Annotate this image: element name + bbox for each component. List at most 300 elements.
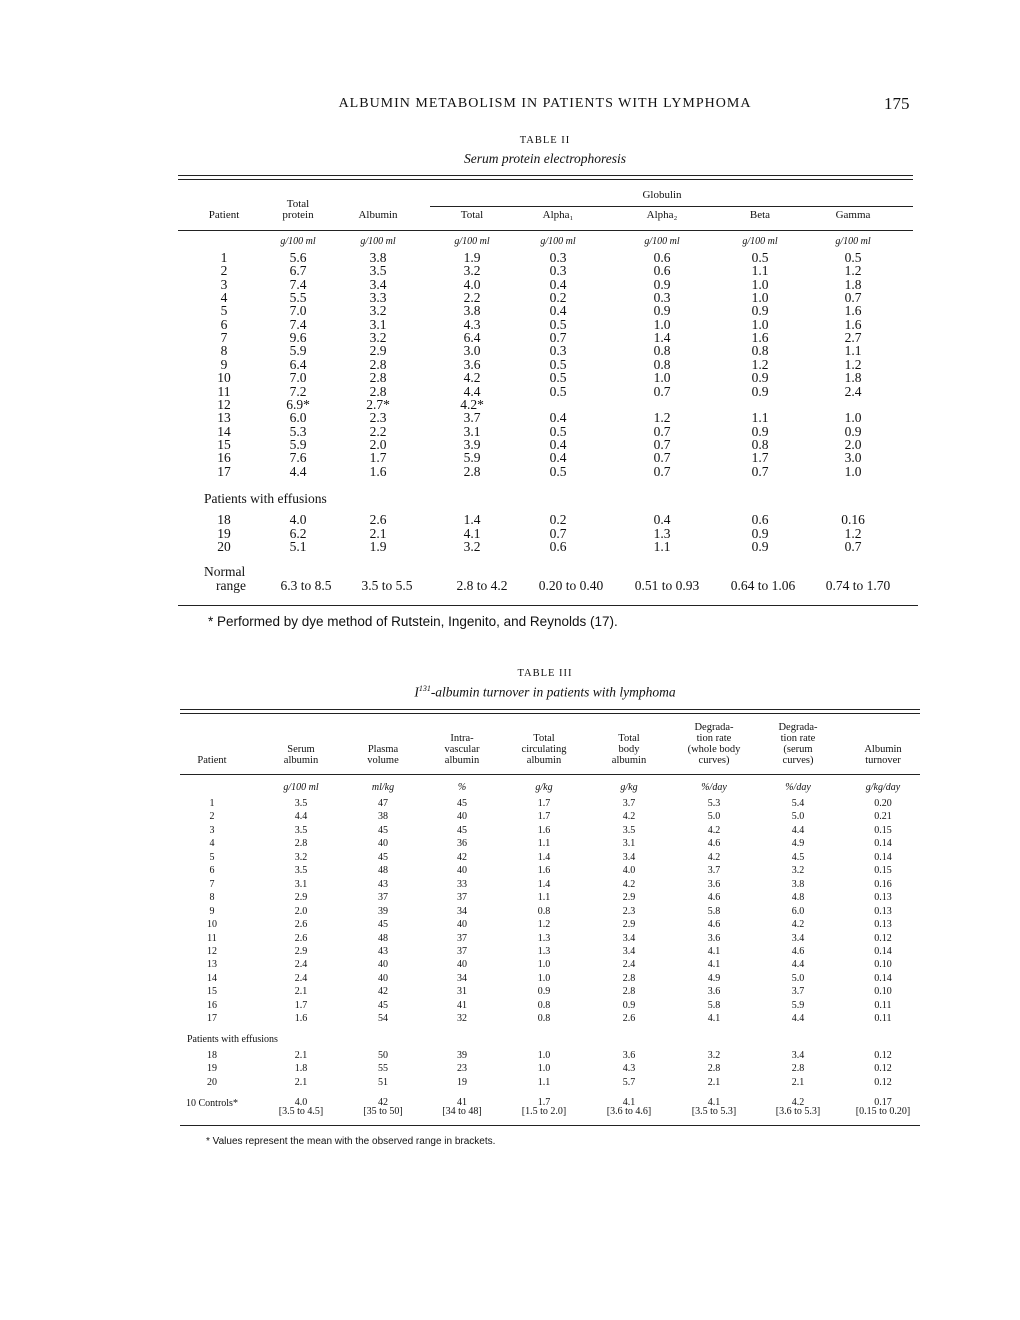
table2-cell: 11 xyxy=(217,383,231,399)
table2-cell: 1.9 xyxy=(463,250,481,265)
table2-effusion-cell: 1.4 xyxy=(463,512,481,527)
table2-effusion-cell: 0.2 xyxy=(549,512,567,527)
table2-cell: 2.7 xyxy=(844,330,862,346)
table2-cell: 4.2 xyxy=(463,370,481,386)
table2-cell: 0.5 xyxy=(549,423,567,439)
table3-cell: 13 xyxy=(207,959,217,971)
table2-cell: 3.5 xyxy=(369,263,387,279)
table2-col-header: Total xyxy=(460,209,484,221)
table2-cell: 7.2 xyxy=(289,383,307,399)
page-number: 175 xyxy=(884,94,910,113)
page-header xyxy=(0,96,1020,118)
table3-cell: 3.6 xyxy=(707,932,721,944)
table3-unit: %/day xyxy=(785,782,811,793)
table2-cell: 0.6 xyxy=(653,263,671,279)
table2-effusion-cell: 0.4 xyxy=(653,512,671,527)
table3-col-header-line: Intra- xyxy=(450,733,474,744)
table2-cell: 0.9 xyxy=(751,370,769,386)
table2-effusion-cell: 3.2 xyxy=(463,539,481,554)
table3-title-superscript: 131 xyxy=(418,684,431,693)
table3-cell: 1.4 xyxy=(537,878,551,890)
table2-cell: 12 xyxy=(217,396,231,412)
table3-cell: 1.1 xyxy=(537,838,551,850)
table3-title-prefix: I xyxy=(414,684,419,700)
table2-cell: 7.6 xyxy=(289,450,307,466)
table3-cell: 4.9 xyxy=(791,838,805,850)
table2-cell: 6.4 xyxy=(289,356,307,372)
table2-col-header: Alpha₂ xyxy=(646,209,678,221)
table3-col-header-line: Degrada- xyxy=(694,722,734,733)
table3-controls-range: [3.6 to 5.3] xyxy=(775,1106,821,1117)
table3-cell: 2.9 xyxy=(294,892,308,904)
table2-cell: 1.2 xyxy=(844,263,862,279)
table3-col-header-line: body xyxy=(618,744,640,755)
table3-col-header-line: Plasma xyxy=(367,744,399,755)
table2-footnote: * Performed by dye method of Rutstein, Ingenito, and Reynolds (17). xyxy=(208,614,618,629)
table3-cell: 3.8 xyxy=(791,878,805,890)
table2-cell: 1.0 xyxy=(653,316,671,332)
table3-cell: 1 xyxy=(209,798,215,809)
table2-cell: 3.0 xyxy=(463,343,481,359)
table3-effusion-cell: 1.0 xyxy=(537,1063,551,1075)
table3-cell: 0.11 xyxy=(874,999,892,1011)
table3-cell: 43 xyxy=(378,945,388,957)
table3-controls-range: [3.6 to 4.6] xyxy=(606,1106,652,1117)
table2-cell: 1.1 xyxy=(751,263,769,279)
table2-cell: 3.6 xyxy=(463,356,481,372)
table2-cell: 1.0 xyxy=(844,410,862,426)
table2-cell: 6.7 xyxy=(289,263,307,279)
table2-cell: 6 xyxy=(220,316,228,332)
table3-col-header-line: volume xyxy=(367,755,399,766)
table2-cell: 1.0 xyxy=(844,463,862,479)
table3-cell: 3.6 xyxy=(707,986,721,998)
table3-cell: 3.6 xyxy=(707,878,721,890)
table2-cell: 2.2 xyxy=(369,423,387,439)
table3-cell: 2.6 xyxy=(294,919,308,931)
table2-cell: 3.4 xyxy=(369,276,387,292)
table3-cell: 4.2 xyxy=(791,919,805,931)
table2-cell: 1 xyxy=(220,250,228,265)
table2-cell: 1.8 xyxy=(844,276,862,292)
table2-cell: 1.6 xyxy=(844,303,862,319)
table3-controls-range: [3.5 to 5.3] xyxy=(691,1106,737,1117)
table3-cell: 5.0 xyxy=(791,972,805,984)
table3-cell: 0.10 xyxy=(874,986,892,998)
table2-cell: 2 xyxy=(220,263,228,279)
table3-effusion-cell: 2.1 xyxy=(294,1076,308,1088)
table2-unit: g/100 ml xyxy=(454,236,490,247)
table3-cell: 0.13 xyxy=(874,919,892,931)
table2-cell: 9 xyxy=(220,356,228,372)
table2-cell: 0.3 xyxy=(549,343,567,359)
table3-cell: 4.4 xyxy=(791,959,805,971)
table3-cell: 32 xyxy=(457,1013,467,1025)
table3-cell: 0.8 xyxy=(537,905,551,917)
table3-cell: 40 xyxy=(378,972,388,984)
table3-cell: 34 xyxy=(457,972,467,984)
table3-col-header-line: turnover xyxy=(865,755,901,766)
table3-col-header-line: albumin xyxy=(611,755,647,766)
table2-effusion-cell: 1.3 xyxy=(653,525,671,541)
table3-unit: g/100 ml xyxy=(283,782,319,793)
table3-cell: 2.6 xyxy=(294,932,308,944)
table2-cell: 17 xyxy=(217,463,231,479)
table3-effusion-cell: 55 xyxy=(378,1063,388,1075)
table3-unit: % xyxy=(457,782,467,793)
table2-effusion-cell: 4.0 xyxy=(289,512,307,527)
table3-cell: 45 xyxy=(378,824,388,836)
table2-cell: 7.4 xyxy=(289,316,307,332)
table3-col-header-line: circulating xyxy=(521,744,567,755)
table3-cell: 4.1 xyxy=(707,959,721,971)
table2-cell: 0.5 xyxy=(549,370,567,386)
table2-effusion-cell: 0.9 xyxy=(751,525,769,541)
table2-col-header-line: Total xyxy=(286,198,310,210)
table2-cell: 0.9 xyxy=(653,276,671,292)
table2-cell: 0.9 xyxy=(844,423,862,439)
table2-cell: 0.8 xyxy=(751,436,769,452)
table2-cell: 1.2 xyxy=(751,356,769,372)
table3-cell: 8 xyxy=(209,892,215,904)
table3-cell: 37 xyxy=(378,892,388,904)
table2-cell: 1.6 xyxy=(369,463,387,479)
table2-cell: 2.8 xyxy=(463,463,481,479)
table2-normal-cell: 3.5 to 5.5 xyxy=(361,578,413,593)
table2-cell: 1.7 xyxy=(751,450,769,466)
table2-unit: g/100 ml xyxy=(742,236,778,247)
table2-cell: 0.7 xyxy=(653,450,671,466)
table3-col-header-line: albumin xyxy=(283,755,319,766)
table3-col-header-line: tion rate xyxy=(696,733,732,744)
table2-cell: 0.5 xyxy=(549,356,567,372)
table2-effusion-cell: 18 xyxy=(217,512,231,527)
table2-normal-cell: 0.20 to 0.40 xyxy=(538,578,604,593)
table3-section-label: Patients with effusions xyxy=(187,1034,278,1045)
table2-effusion-cell: 4.1 xyxy=(463,525,481,541)
table3-effusion-cell: 23 xyxy=(457,1063,467,1075)
table2-cell: 6.9* xyxy=(286,396,310,412)
table2-cell: 6.4 xyxy=(463,330,481,346)
table2-unit: g/100 ml xyxy=(360,236,396,247)
table3-cell: 6 xyxy=(209,865,215,877)
table3-col-header-line: curves) xyxy=(782,755,814,766)
table2-cell: 1.0 xyxy=(751,276,769,292)
table2-cell: 2.0 xyxy=(369,436,387,452)
table2-cell: 2.0 xyxy=(844,436,862,452)
table3-cell: 48 xyxy=(378,865,388,877)
table3-cell: 40 xyxy=(378,838,388,850)
table2-cell: 4.3 xyxy=(463,316,481,332)
table3-unit: ml/kg xyxy=(371,782,395,793)
table3-controls-mean: 4.2 xyxy=(791,1097,805,1108)
table3-controls-mean: 4.1 xyxy=(622,1097,636,1108)
table3-effusion-cell: 19 xyxy=(457,1076,467,1088)
table3-unit: g/kg xyxy=(535,782,553,793)
table3-cell: 37 xyxy=(457,892,467,904)
table2-normal-cell: 6.3 to 8.5 xyxy=(280,578,332,593)
table3-controls-mean: 4.0 xyxy=(294,1097,308,1108)
table2-cell: 0.4 xyxy=(549,303,567,319)
table2-cell: 5.9 xyxy=(463,450,481,466)
table2-effusion-cell: 20 xyxy=(217,539,231,554)
table3-cell: 45 xyxy=(378,851,388,863)
table2-cell: 1.4 xyxy=(653,330,671,346)
table3-cell: 2.8 xyxy=(622,972,636,984)
table3-unit: %/day xyxy=(701,782,727,793)
table3-effusion-cell: 2.8 xyxy=(707,1063,721,1075)
table2-col-header: Albumin xyxy=(358,209,398,221)
table3-effusion-cell: 1.8 xyxy=(294,1063,308,1075)
table3-cell: 0.16 xyxy=(874,878,892,890)
table3-col-header-line: vascular xyxy=(444,744,480,755)
table3-cell: 0.8 xyxy=(537,999,551,1011)
table3-cell: 17 xyxy=(207,1013,217,1025)
table2-effusion-cell: 0.6 xyxy=(751,512,769,527)
table2-cell: 3.1 xyxy=(369,316,387,332)
table2-effusion-cell: 1.1 xyxy=(653,539,671,554)
table2-unit: g/100 ml xyxy=(540,236,576,247)
table3-cell: 3.5 xyxy=(622,824,636,836)
table3-cell: 1.7 xyxy=(537,811,551,823)
table2-effusion-cell: 0.9 xyxy=(751,539,769,554)
table2-cell: 3.9 xyxy=(463,436,481,452)
table3-cell: 3.1 xyxy=(294,878,308,890)
table3-effusion-cell: 51 xyxy=(378,1076,388,1088)
table2-cell: 1.0 xyxy=(751,316,769,332)
table3-cell: 0.13 xyxy=(874,892,892,904)
table3-cell: 3.2 xyxy=(791,865,805,877)
table3-cell: 5.0 xyxy=(791,811,805,823)
table2-col-header: Patient xyxy=(208,209,240,221)
table3-col-header-line: curves) xyxy=(698,755,730,766)
table2-unit: g/100 ml xyxy=(835,236,871,247)
table2-unit: g/100 ml xyxy=(280,236,316,247)
table2-cell: 1.0 xyxy=(751,290,769,306)
table3-cell: 9 xyxy=(209,905,215,917)
table2-cell: 2.4 xyxy=(844,383,862,399)
table2-cell: 0.7 xyxy=(549,330,567,346)
table2-cell: 3.1 xyxy=(463,423,481,439)
table3-cell: 2.6 xyxy=(622,1013,636,1025)
table3-cell: 3.4 xyxy=(622,932,636,944)
table3-cell: 1.1 xyxy=(537,892,551,904)
table3-effusion-cell: 0.12 xyxy=(874,1076,892,1088)
table2-cell: 1.1 xyxy=(844,343,862,359)
table3-cell: 34 xyxy=(457,905,467,917)
table3-cell: 4.6 xyxy=(707,892,721,904)
table3-cell: 5.8 xyxy=(707,905,721,917)
table3-cell: 3.2 xyxy=(294,851,308,863)
table2-cell: 0.8 xyxy=(653,356,671,372)
table3-cell: 4.2 xyxy=(707,851,721,863)
table2-cell: 0.5 xyxy=(751,250,769,265)
table2-normal-cell: 0.64 to 1.06 xyxy=(730,578,796,593)
table3-cell: 3.4 xyxy=(791,932,805,944)
table2-cell: 14 xyxy=(217,423,231,439)
table3-cell: 2.8 xyxy=(294,838,308,850)
table3-effusion-cell: 18 xyxy=(207,1050,217,1061)
table3-cell: 0.14 xyxy=(874,972,892,984)
table2-effusion-cell: 2.1 xyxy=(369,525,387,541)
table3-cell: 4.4 xyxy=(791,824,805,836)
table3-controls-range: [3.5 to 4.5] xyxy=(278,1106,324,1117)
table3-controls-label: 10 Controls* xyxy=(186,1098,238,1109)
table3-cell: 39 xyxy=(378,905,388,917)
table3-bottom-rule xyxy=(180,1125,920,1126)
table2-effusion-cell: 0.7 xyxy=(549,525,567,541)
table3-cell: 43 xyxy=(378,878,388,890)
table3-cell: 0.15 xyxy=(874,824,892,836)
table3-cell: 2.9 xyxy=(294,945,308,957)
table2-cell: 1.7 xyxy=(369,450,387,466)
table2-cell: 7 xyxy=(220,330,228,346)
table3-col-header-line: Total xyxy=(533,733,555,744)
table3-cell: 45 xyxy=(378,919,388,931)
table2-cell: 0.4 xyxy=(549,276,567,292)
table3-cell: 45 xyxy=(378,999,388,1011)
table3-cell: 3.4 xyxy=(622,851,636,863)
table2-label: TABLE II xyxy=(519,135,571,146)
table2-cell: 0.5 xyxy=(549,463,567,479)
table2-effusion-cell: 1.9 xyxy=(369,539,387,554)
table3-cell: 1.6 xyxy=(294,1013,308,1025)
table3-cell: 40 xyxy=(457,811,467,823)
table2-cell: 2.8 xyxy=(369,370,387,386)
table3-cell: 2.4 xyxy=(294,972,308,984)
table2-cell: 2.8 xyxy=(369,356,387,372)
table3-cell: 3.7 xyxy=(707,865,721,877)
table3-controls-mean: 1.7 xyxy=(537,1097,551,1108)
table3-cell: 3.5 xyxy=(294,798,308,809)
table2-col-header: Gamma xyxy=(835,209,871,221)
table3-cell: 37 xyxy=(457,945,467,957)
table2-top-rule xyxy=(178,175,913,176)
table3-cell: 4.2 xyxy=(622,878,636,890)
table3-cell: 4.1 xyxy=(707,1013,721,1025)
table2-cell: 3.8 xyxy=(369,250,387,265)
table3-cell: 0.20 xyxy=(874,798,892,809)
table3-cell: 37 xyxy=(457,932,467,944)
table2-cell: 2.8 xyxy=(369,383,387,399)
table2-cell: 0.3 xyxy=(549,250,567,265)
table2-unit: g/100 ml xyxy=(644,236,680,247)
table2-cell: 0.5 xyxy=(549,316,567,332)
table3-cell: 4.4 xyxy=(294,811,308,823)
table2-effusion-cell: 6.2 xyxy=(289,525,307,541)
table3-cell: 2.4 xyxy=(622,959,636,971)
table3-col-header-line: Patient xyxy=(197,755,227,766)
table3-cell: 5.3 xyxy=(707,798,721,809)
table2-cell: 7.4 xyxy=(289,276,307,292)
table3-title xyxy=(0,684,1020,701)
running-title: ALBUMIN METABOLISM IN PATIENTS WITH LYMPHOMA xyxy=(338,96,752,111)
table2-cell: 3 xyxy=(220,276,228,292)
table2-cell: 0.9 xyxy=(751,383,769,399)
table3-cell: 15 xyxy=(207,986,217,998)
table2-cell: 3.2 xyxy=(463,263,481,279)
table2-cell: 9.6 xyxy=(289,330,307,346)
table3-title-text: -albumin turnover in patients with lymphoma xyxy=(430,684,676,700)
table2-cell: 3.2 xyxy=(369,303,387,319)
table3-effusion-cell: 2.1 xyxy=(294,1050,308,1061)
table3-col-header-line: Serum xyxy=(287,744,315,755)
table3-cell: 4.6 xyxy=(707,838,721,850)
table3-controls-range: [34 to 48] xyxy=(442,1106,482,1117)
table3-effusion-cell: 2.8 xyxy=(791,1063,805,1075)
table3-col-header-line: Degrada- xyxy=(778,722,818,733)
table3-cell: 40 xyxy=(457,959,467,971)
table3-cell: 10 xyxy=(207,919,217,931)
table2-cell: 3.3 xyxy=(369,290,387,306)
table3-cell: 2.3 xyxy=(622,905,636,917)
table2-col-header: Alpha₁ xyxy=(542,209,574,221)
table3-cell: 0.8 xyxy=(537,1013,551,1025)
table2-cell: 5 xyxy=(220,303,228,319)
table2-col-header-line: protein xyxy=(282,209,314,221)
table3-cell: 0.13 xyxy=(874,905,892,917)
table3-cell: 2.1 xyxy=(294,986,308,998)
table2-cell: 8 xyxy=(220,343,228,359)
table2-effusion-cell: 0.6 xyxy=(549,539,567,554)
table3-cell: 41 xyxy=(457,999,467,1011)
table3-cell: 1.6 xyxy=(537,865,551,877)
table3-col-header-line: albumin xyxy=(526,755,562,766)
table3-header-bottom-rule xyxy=(180,774,920,775)
table2-cell: 6.0 xyxy=(289,410,307,426)
table3-cell: 3 xyxy=(209,824,215,836)
table2-cell: 0.4 xyxy=(549,436,567,452)
table3-cell: 4.1 xyxy=(707,945,721,957)
table3-cell: 4.8 xyxy=(791,892,805,904)
table3-controls-range: [35 to 50] xyxy=(363,1106,403,1117)
table2-cell: 15 xyxy=(217,436,231,452)
table3-controls-mean: 41 xyxy=(457,1097,467,1108)
table2-effusion-cell: 19 xyxy=(217,525,231,541)
table3-cell: 0.11 xyxy=(874,1013,892,1025)
table3-cell: 45 xyxy=(457,798,467,809)
table2-cell: 0.4 xyxy=(549,410,567,426)
table3-footnote: * Values represent the mean with the observed range in brackets. xyxy=(206,1136,496,1147)
table3-effusion-cell: 3.2 xyxy=(707,1050,721,1061)
table3-cell: 1.0 xyxy=(537,959,551,971)
table2-cell: 0.8 xyxy=(653,343,671,359)
table3-cell: 4.5 xyxy=(791,851,805,863)
table3-cell: 16 xyxy=(207,999,217,1011)
table2-globulin-header: Globulin xyxy=(642,189,682,201)
table2-cell: 0.7 xyxy=(653,383,671,399)
table2-cell: 0.3 xyxy=(653,290,671,306)
table2-cell: 7.0 xyxy=(289,303,307,319)
table3-effusion-cell: 0.12 xyxy=(874,1050,892,1061)
table2-cell: 0.7 xyxy=(653,423,671,439)
table2-cell: 0.9 xyxy=(751,303,769,319)
table3-cell: 2.9 xyxy=(622,892,636,904)
table3-cell: 0.10 xyxy=(874,959,892,971)
table3-cell: 7 xyxy=(209,878,215,890)
table2-header-bottom-rule xyxy=(178,230,913,231)
table3-controls-mean: 0.17 xyxy=(874,1097,892,1108)
table3-cell: 1.0 xyxy=(537,972,551,984)
table2-cell: 13 xyxy=(217,410,231,426)
table2-cell: 1.2 xyxy=(653,410,671,426)
table3-effusion-cell: 0.12 xyxy=(874,1063,892,1075)
table3-top-rule xyxy=(180,709,920,710)
table2-cell: 16 xyxy=(217,450,231,466)
table3-cell: 1.3 xyxy=(537,932,551,944)
table2-col-header: Beta xyxy=(749,209,771,221)
table3-col-header-line: Albumin xyxy=(864,744,902,755)
